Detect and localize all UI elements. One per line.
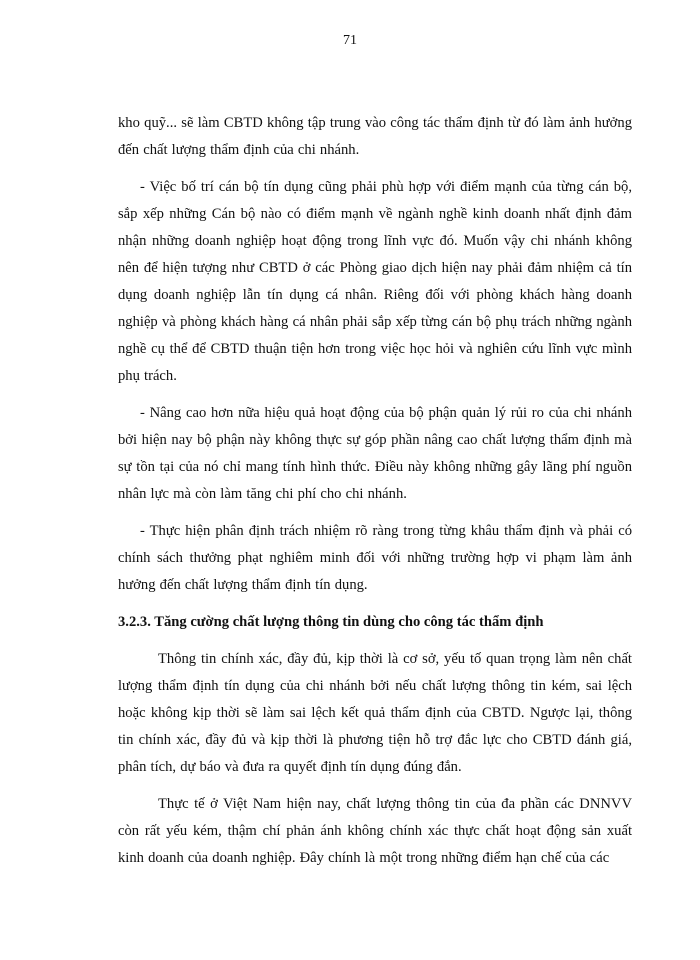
section-paragraph-reality: Thực tế ở Việt Nam hiện nay, chất lượng thông tin của đa phần các DNNVV còn rất yếu kém, thậm chí phản ánh không chính xác thực chất hoạt động sản xuất kinh doanh của doanh nghiệp. Đây chính là một trong những điểm hạn chế của các bbox=[118, 796, 632, 866]
section-heading: 3.2.3. Tăng cường chất lượng thông tin dùng cho công tác thẩm định bbox=[118, 614, 544, 630]
paragraph-continuation: kho quỹ... sẽ làm CBTD không tập trung vào công tác thẩm định từ đó làm ảnh hưởng đến chất lượng thẩm định của chi nhánh. bbox=[118, 115, 632, 158]
page-body bbox=[118, 110, 632, 882]
page-number: 71 bbox=[343, 33, 357, 48]
paragraph-bullet-risk-management: - Nâng cao hơn nữa hiệu quả hoạt động của bộ phận quản lý rủi ro của chi nhánh bởi hiện nay bộ phận này không thực sự góp phần nâng cao chất lượng thẩm định mà sự tồn tại của nó chỉ mang tính hình thức. Điều này không những gây lãng phí nguồn nhân lực mà còn làm tăng chi phí cho chi nhánh. bbox=[118, 405, 632, 502]
section-paragraph-information: Thông tin chính xác, đầy đủ, kịp thời là cơ sở, yếu tố quan trọng làm nên chất lượng thẩm định tín dụng của chi nhánh bởi nếu chất lượng thông tin kém, sai lệch hoặc không kịp thời sẽ làm sai lệch kết quả thẩm định của CBTD. Ngược lại, thông tin chính xác, đầy đủ và kịp thời là phương tiện hỗ trợ đắc lực cho CBTD đánh giá, phân tích, dự báo và đưa ra quyết định tín dụng đúng đắn. bbox=[118, 651, 632, 775]
paragraph-bullet-staff-allocation: - Việc bố trí cán bộ tín dụng cũng phải phù hợp với điểm mạnh của từng cán bộ, sắp xếp những Cán bộ nào có điểm mạnh về ngành nghề kinh doanh nhất định đảm nhận những doanh nghiệp hoạt động trong lĩnh vực đó. Muốn vậy chi nhánh không nên để hiện tượng như CBTD ở các Phòng giao dịch hiện nay phải đảm nhiệm cả tín dụng doanh nghiệp lẫn tín dụng cá nhân. Riêng đối với phòng khách hàng doanh nghiệp và phòng khách hàng cá nhân phải sắp xếp từng cán bộ phụ trách những ngành nghề cụ thể để CBTD thuận tiện hơn trong việc học hỏi và nghiên cứu lĩnh vực mình phụ trách. bbox=[118, 179, 632, 384]
paragraph-bullet-responsibility: - Thực hiện phân định trách nhiệm rõ ràng trong từng khâu thẩm định và phải có chính sách thưởng phạt nghiêm minh đối với những trường hợp vi phạm làm ảnh hưởng đến chất lượng thẩm định tín dụng. bbox=[118, 523, 632, 593]
